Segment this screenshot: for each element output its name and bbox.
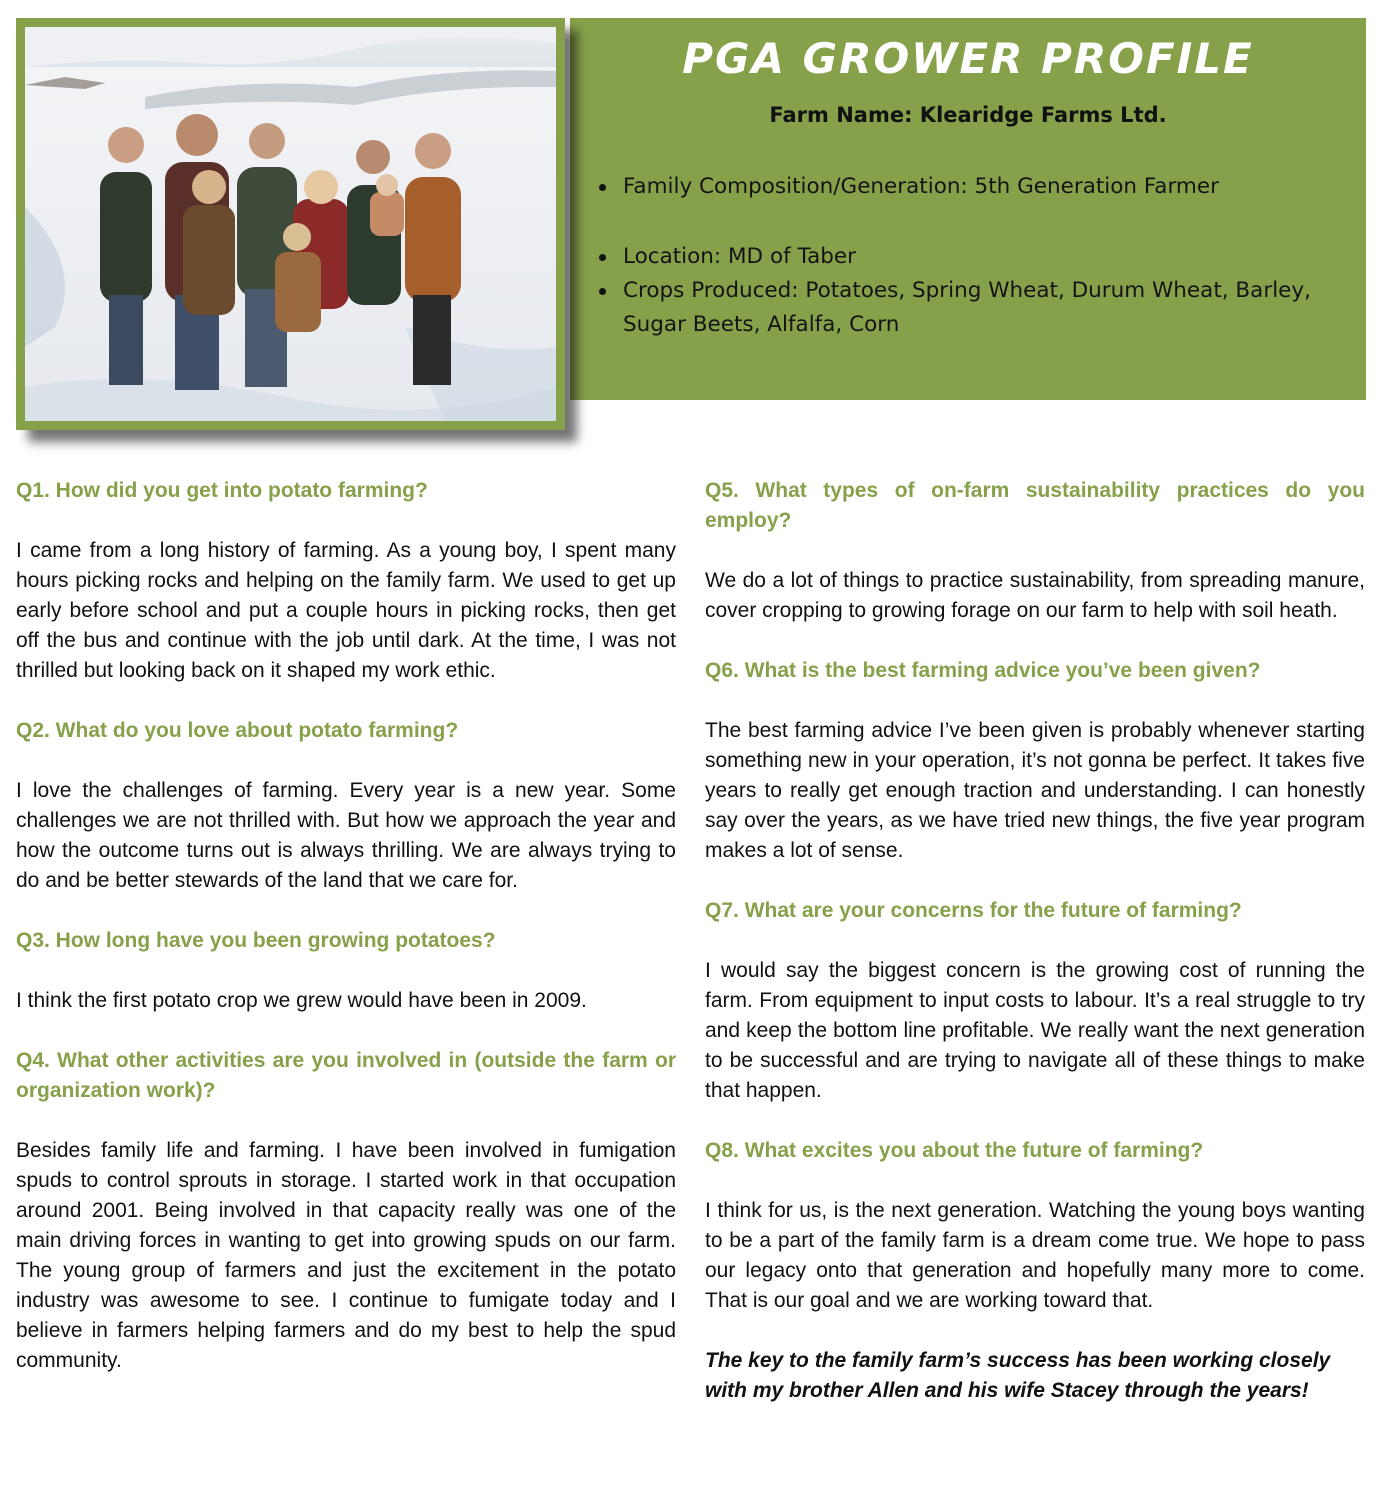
question-7: Q7. What are your concerns for the future of farming? xyxy=(705,899,1242,922)
answer-3: I think the first potato crop we grew would have been in 2009. xyxy=(16,989,587,1012)
answer-5: We do a lot of things to practice sustainability, from spreading manure, cover cropping to growing forage on our farm to help with soil heath. xyxy=(705,569,1365,622)
farm-name: Farm Name: Klearidge Farms Ltd. xyxy=(769,103,1167,127)
answer-7: I would say the biggest concern is the growing cost of running the farm. From equipment to input costs to labour. It’s a real struggle to try and keep the bottom line profitable. We really want the next generation to be successful and are trying to navigate all of these things to make that happen. xyxy=(705,959,1365,1102)
fact-family-composition: Family Composition/Generation: 5th Generation Farmer xyxy=(596,170,1346,204)
family-photo xyxy=(25,27,556,421)
right-column xyxy=(705,476,1365,1406)
answer-8: I think for us, is the next generation. Watching the young boys wanting to be a part of the family farm is a dream come true. We hope to pass our legacy onto that generation and hopefully many more to come. That is our goal and we are working toward that. xyxy=(705,1199,1365,1312)
answer-4: Besides family life and farming. I have been involved in fumigation spuds to control sprouts in storage. I started work in that occupation around 2001. Being involved in that capacity really was one of the main driving forces in wanting to get into growing spuds on our farm. The young group of farmers and just the excitement in the potato industry was awesome to see. I continue to fumigate today and I believe in farmers helping farmers and do my best to help the spud community. xyxy=(16,1139,676,1372)
page-title: PGA GROWER PROFILE xyxy=(682,34,1254,83)
answer-6: The best farming advice I’ve been given is probably whenever starting something new in your operation, it’s not gonna be perfect. It takes five years to really get enough traction and understanding. I can honestly say over the years, as we have tried new things, the five year program makes a lot of sense. xyxy=(705,719,1365,862)
bullet-icon xyxy=(599,288,606,295)
bullet-icon xyxy=(599,254,606,261)
question-1: Q1. How did you get into potato farming? xyxy=(16,479,428,502)
closing-statement: The key to the family farm’s success has been working closely with my brother Allen and his wife Stacey through the years! xyxy=(705,1349,1331,1402)
question-6: Q6. What is the best farming advice you’ve been given? xyxy=(705,659,1261,682)
farm-facts-list xyxy=(596,170,1346,342)
question-2: Q2. What do you love about potato farming? xyxy=(16,719,459,742)
fact-location: Location: MD of Taber xyxy=(596,240,1346,274)
question-8: Q8. What excites you about the future of farming? xyxy=(705,1139,1204,1162)
left-column xyxy=(16,476,676,1376)
answer-2: I love the challenges of farming. Every year is a new year. Some challenges we are not thrilled with. But how we approach the year and how the outcome turns out is always thrilling. We are always trying to do and be better stewards of the land that we care for. xyxy=(16,779,676,892)
question-4: Q4. What other activities are you involved in (outside the farm or organization work)? xyxy=(16,1049,676,1102)
question-5: Q5. What types of on-farm sustainability practices do you employ? xyxy=(705,479,1365,532)
answer-1: I came from a long history of farming. As a young boy, I spent many hours picking rocks and helping on the family farm. We used to get up early before school and put a couple hours in picking rocks, then get off the bus and continue with the job until dark. At the time, I was not thrilled but looking back on it shaped my work ethic. xyxy=(16,539,676,682)
fact-crops-produced: Crops Produced: Potatoes, Spring Wheat, Durum Wheat, Barley, Sugar Beets, Alfalfa, Corn xyxy=(596,274,1346,342)
family-photo-frame xyxy=(16,18,565,430)
bullet-icon xyxy=(599,184,606,191)
question-3: Q3. How long have you been growing potatoes? xyxy=(16,929,496,952)
